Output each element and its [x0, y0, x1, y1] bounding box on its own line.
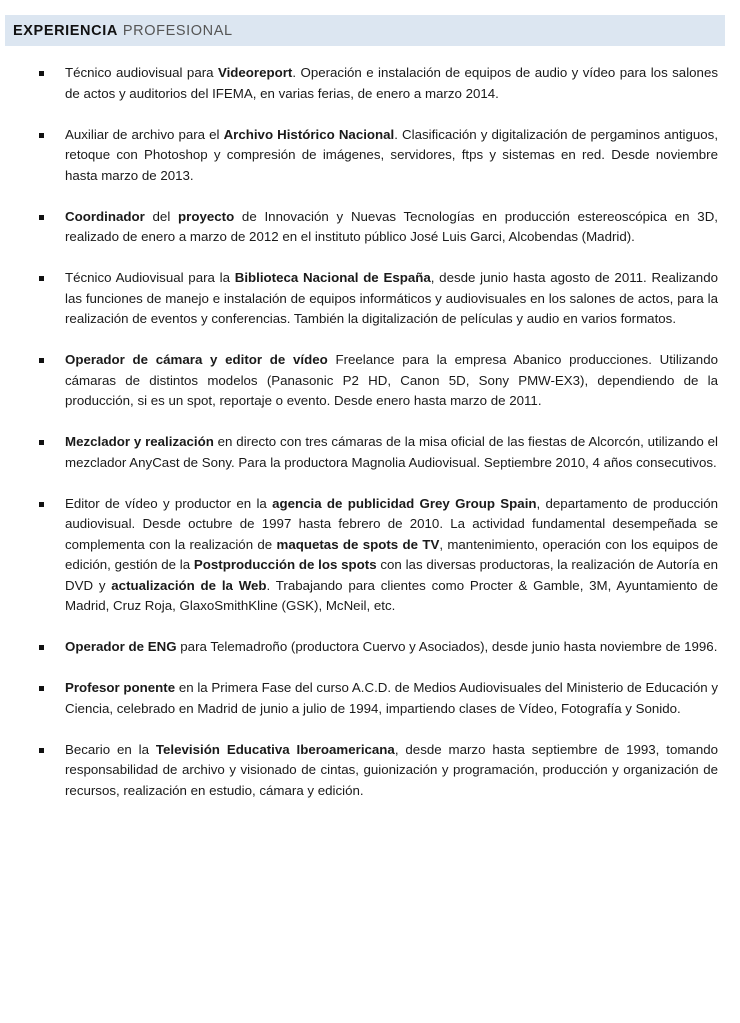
square-bullet-icon [39, 215, 44, 220]
bold-text: Televisión Educativa Iberoamericana [155, 741, 395, 757]
text: Editor de vídeo y productor en la [65, 495, 273, 511]
text: . Clasificación y digitalización de pergaminos antiguos, retoque con Photoshop y compresión de imágenes, servidores, ftps y sistemas en red. Desde noviembre hasta marzo de 2013. [65, 126, 719, 183]
experience-item [0, 432, 740, 473]
experience-item [0, 268, 740, 330]
text: en directo con tres cámaras de la misa oficial de las fiestas de Alcorcón, utilizando el mezclador AnyCast de Sony. Para la productora Magnolia Audiovisual. Septiembre 2010, 4 años consecutivos. [65, 434, 718, 470]
experience-item [0, 637, 740, 658]
bold-text: Biblioteca Nacional de España [234, 270, 431, 285]
bold-text: maquetas de spots de TV [276, 536, 440, 552]
text: Técnico audiovisual para [65, 65, 218, 80]
text: . Operación e instalación de equipos de audio y vídeo para los salones de actos y auditorios del IFEMA, en varias ferias, de enero a marzo 2014. [65, 65, 718, 101]
square-bullet-icon [39, 502, 44, 507]
experience-item [0, 207, 740, 248]
bold-text: Postproducción de los spots [193, 557, 377, 572]
square-bullet-icon [39, 686, 44, 691]
text: . Trabajando para clientes como Procter & Gamble, 3M, Ayuntamiento de Madrid, Cruz Roja, GlaxoSmithKline (GSK), McNeil, etc. [65, 577, 718, 613]
bold-text: actualización de la Web [111, 577, 267, 593]
square-bullet-icon [39, 748, 44, 753]
square-bullet-icon [39, 440, 44, 445]
bold-text: proyecto [178, 208, 235, 224]
bold-text: Mezclador y realización [65, 434, 214, 449]
bold-text: Operador de cámara y editor de vídeo [65, 352, 328, 367]
text: para Telemadroño (productora Cuervo y Asociados), desde junio hasta noviembre de 1996. [176, 639, 718, 654]
text: Auxiliar de archivo para el [65, 126, 224, 142]
square-bullet-icon [39, 276, 44, 281]
experience-item [0, 350, 740, 412]
bold-text: Archivo Histórico Nacional [223, 126, 395, 142]
experience-item [0, 63, 740, 104]
square-bullet-icon [39, 71, 44, 76]
square-bullet-icon [39, 358, 44, 363]
text: , departamento de producción audiovisual. Desde octubre de 1997 hasta febrero de 2010. La actividad fundamental desempeñada se complementa con la realización de [65, 495, 718, 552]
bold-text: Profesor ponente [65, 680, 176, 695]
experience-item [0, 494, 740, 617]
text: , desde marzo hasta septiembre de 1993, tomando responsabilidad de archivo y visionado de cintas, guionización y programación, producción y organización de recursos, realización en estudio, cámara y edición. [65, 741, 719, 798]
bold-text: agencia de publicidad Grey Group Spain [272, 495, 537, 511]
experience-item [0, 125, 740, 187]
text: con las diversas productoras, la realización de Autoría en DVD y [65, 557, 718, 593]
text: Freelance para la empresa Abanico producciones. Utilizando cámaras de distintos modelos (Panasonic P2 HD, Canon 5D, Sony PMW-EX3), dependiendo de la producción, si es un spot, reportaje o evento. Desde enero hasta marzo de 2011. [65, 352, 718, 408]
square-bullet-icon [39, 645, 44, 650]
text: Becario en la [65, 741, 156, 757]
experience-item [0, 740, 740, 802]
bold-text: Operador de ENG [65, 639, 177, 654]
text: del [144, 208, 179, 224]
experience-list [0, 63, 740, 822]
text: , mantenimiento, operación con los equipos de edición, gestión de la [65, 536, 718, 572]
section-title-bold: EXPERIENCIA [13, 22, 118, 39]
text: , desde junio hasta agosto de 2011. Realizando las funciones de manejo e instalación de equipos informáticos y audiovisuales en los salones de actos, para la realización de eventos y conferencias. También la digitalización de películas y audio en varios formatos. [65, 270, 718, 326]
bold-text: Videoreport [217, 65, 293, 80]
section-header [5, 15, 725, 46]
square-bullet-icon [39, 133, 44, 138]
text: en la Primera Fase del curso A.C.D. de Medios Audiovisuales del Ministerio de Educación y Ciencia, celebrado en Madrid de junio a julio de 1994, impartiendo clases de Vídeo, Fotografía y Sonido. [65, 680, 718, 716]
text: Técnico Audiovisual para la [65, 270, 235, 285]
section-title-light: PROFESIONAL [122, 22, 233, 39]
experience-item [0, 678, 740, 719]
bold-text: Coordinador [65, 208, 145, 224]
text: de Innovación y Nuevas Tecnologías en producción estereoscópica en 3D, realizado de enero a marzo de 2012 en el instituto público José Luis Garci, Alcobendas (Madrid). [65, 208, 718, 244]
